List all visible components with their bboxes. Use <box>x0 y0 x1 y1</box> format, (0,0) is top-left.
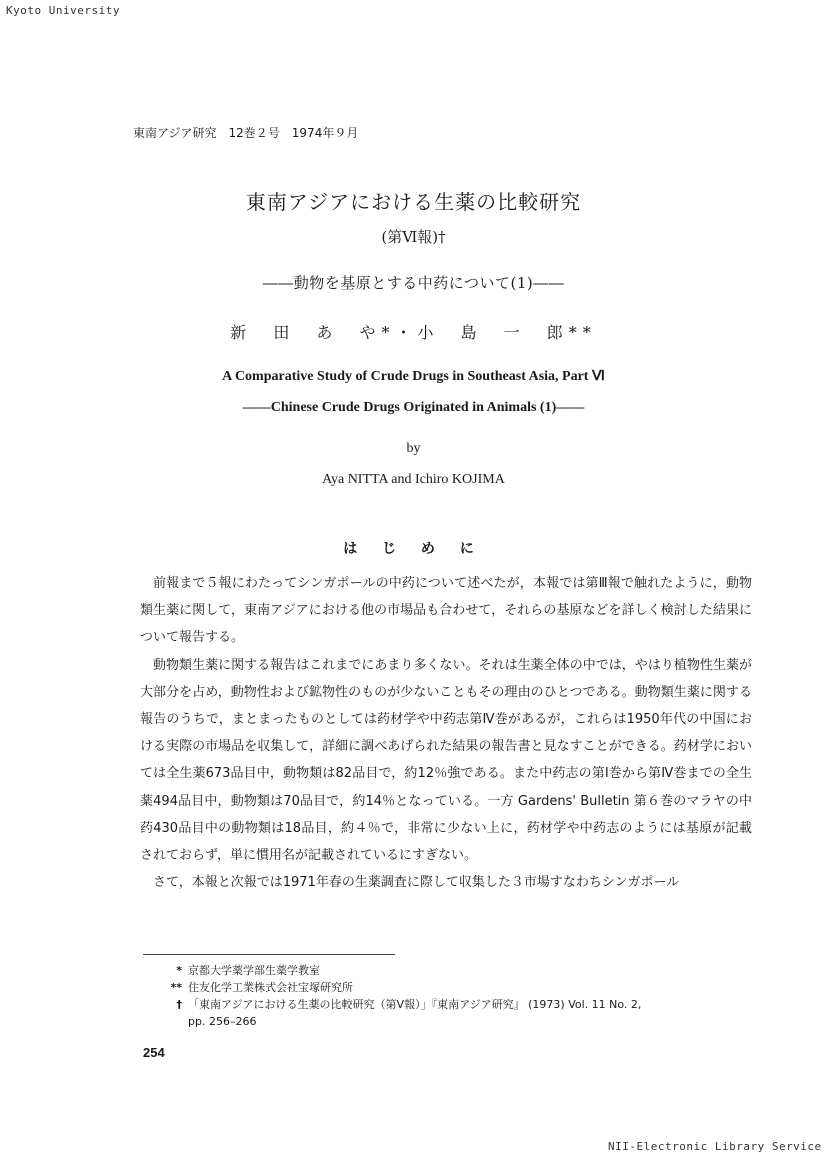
library-service-footer: NII-Electronic Library Service <box>608 1140 822 1153</box>
byline: by <box>406 441 421 456</box>
title-japanese: 東南アジアにおける生薬の比較研究 <box>245 190 582 214</box>
subtitle-japanese: ――動物を基原とする中药について(1)―― <box>262 274 565 292</box>
institution-header: Kyoto University <box>6 4 120 17</box>
footnote <box>160 979 760 996</box>
footnote-text: 京都大学薬学部生薬学教室 <box>188 964 320 977</box>
authors-english: Aya NITTA and Ichiro KOJIMA <box>322 472 505 487</box>
footnotes <box>160 962 760 1030</box>
subtitle-english: ――Chinese Crude Drugs Originated in Animals (1)―― <box>242 400 585 415</box>
paragraph: さて，本報と次報では1971年春の生薬調査に際して収集した３市場すなわちシンガポール <box>153 875 680 891</box>
footnote-divider <box>143 954 395 955</box>
journal-citation: 東南アジア研究 12巻２号 1974年９月 <box>133 126 359 140</box>
title-english: A Comparative Study of Crude Drugs in Southeast Asia, Part Ⅵ <box>222 369 605 384</box>
section-heading: は じ め に <box>343 541 484 557</box>
footnote-continuation: pp. 256–266 <box>188 1015 257 1028</box>
footnote-mark: * <box>176 964 182 977</box>
footnote <box>160 962 760 979</box>
page-number: 254 <box>143 1045 165 1060</box>
footnote <box>160 996 760 1013</box>
paragraph: 動物類生薬に関する報告はこれまでにあまり多くない。それは生薬全体の中では，やはり植物性生薬が大部分を占め，動物性および鉱物性のものが少ないこともその理由のひとつである。動物類生薬に関する報告のうちで，まとまったものとしては药材学や中药志第Ⅳ巻があるが，これらは1950年代の中国における実際の市場品を収集して，詳細に調べあげられた結果の報告書と見なすことができる。药材学においては全生薬673品目中，動物類は82品目で，約12％強である。また中药志の第Ⅰ巻から第Ⅳ巻までの全生薬494品目中，動物類は70品目で，約14％となっている。一方 Gardens' Bulletin 第６巻のマラヤの中药430品目中の動物類は18品目，約４％で，非常に少ない上に，药材学や中药志のようには基原が記載されておらず，単に慣用名が記載されているにすぎない。 <box>140 657 752 864</box>
footnote-mark: ** <box>170 981 182 994</box>
authors-japanese: 新 田 あ や*・小 島 一 郎** <box>230 323 597 342</box>
body-text <box>140 570 752 896</box>
footnote-mark: † <box>176 998 182 1011</box>
part-number-japanese: (第Ⅵ報)† <box>381 228 446 246</box>
footnote-text: 「東南アジアにおける生薬の比較研究（第Ⅴ報）」『東南アジア研究』 (1973) Vol. 11 No. 2, <box>188 998 642 1011</box>
footnote-text: 住友化学工業株式会社宝塚研究所 <box>188 981 353 994</box>
paragraph: 前報まで５報にわたってシンガポールの中药について述べたが，本報では第Ⅲ報で触れたように，動物類生薬に関して，東南アジアにおける他の市場品も合わせて，それらの基原などを詳しく検討した結果について報告する。 <box>140 576 752 646</box>
